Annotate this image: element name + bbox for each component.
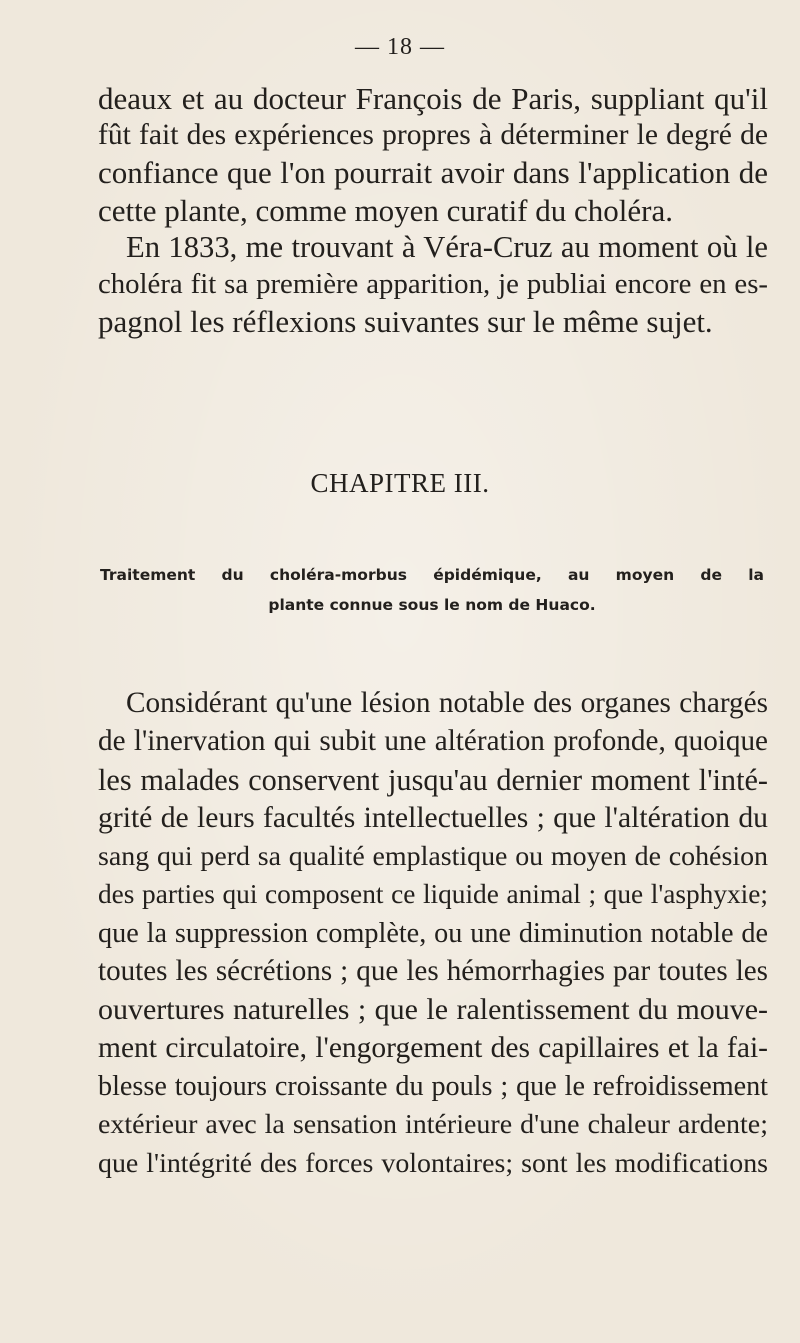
text-line: choléra fit sa première apparition, je publiai encore en es- <box>98 267 768 300</box>
text-line: des parties qui composent ce liquide animal ; que l'asphyxie; <box>98 879 768 910</box>
text-line: que la suppression complète, ou une diminution notable de <box>98 917 768 949</box>
subtitle-line: plante connue sous le nom de Huaco. <box>268 596 596 614</box>
text-line: Considérant qu'une lésion notable des organes chargés <box>126 687 768 719</box>
paragraph-2 <box>98 685 768 1183</box>
text-line: toutes les sécrétions ; que les hémorrhagies par toutes les <box>98 955 768 988</box>
text-line: de l'inervation qui subit une altération profonde, quoique <box>98 725 768 758</box>
text-line: extérieur avec la sensation intérieure d'une chaleur ardente; <box>98 1109 768 1141</box>
text-line: blesse toujours croissante du pouls ; que le refroidissement <box>98 1070 768 1102</box>
text-line: cette plante, comme moyen curatif du choléra. <box>98 192 673 228</box>
text-line: ouvertures naturelles ; que le ralentissement du mouve- <box>98 993 768 1027</box>
chapter-title: CHAPITRE III. <box>310 468 490 498</box>
paragraph-1 <box>98 80 768 340</box>
text-line: pagnol les réflexions suivantes sur le même sujet. <box>98 304 713 340</box>
text-line: fût fait des expériences propres à déterminer le degré de <box>98 119 768 152</box>
chapter-subtitle <box>100 560 764 620</box>
subtitle-line: Traitement du choléra-morbus épidémique, au moyen de la <box>100 566 764 584</box>
page-number: — 18 — <box>355 34 445 60</box>
text-line: les malades conservent jusqu'au dernier moment l'inté- <box>98 762 768 797</box>
text-line: ment circulatoire, l'engorgement des capillaires et la fai- <box>98 1031 768 1064</box>
text-line: En 1833, me trouvant à Véra-Cruz au moment où le <box>126 229 768 264</box>
text-line: deaux et au docteur François de Paris, suppliant qu'il <box>98 81 768 116</box>
text-line: confiance que l'on pourrait avoir dans l'application de <box>98 155 768 191</box>
text-line: sang qui perd sa qualité emplastique ou moyen de cohésion <box>98 841 768 873</box>
text-line: que l'intégrité des forces volontaires; sont les modifications <box>98 1147 768 1179</box>
text-line: grité de leurs facultés intellectuelles ; que l'altération du <box>98 801 768 834</box>
